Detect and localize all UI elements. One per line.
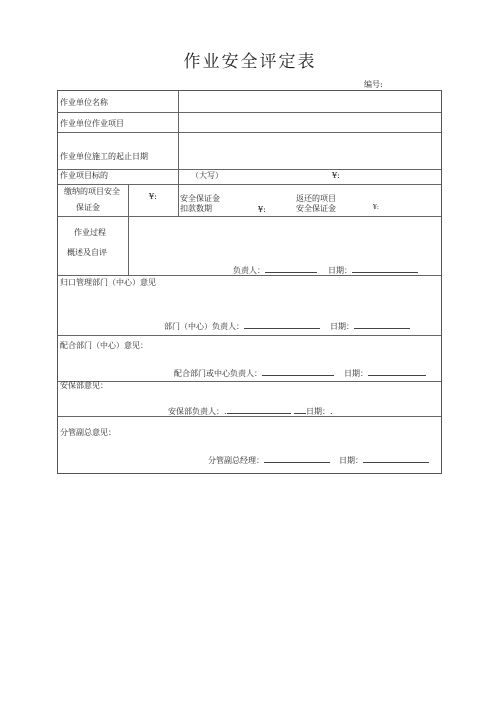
vp-date: 日期：: [339, 454, 429, 466]
deposit-paid-yen: ¥:: [149, 192, 157, 201]
process-label-line2: 概述及自评: [67, 248, 107, 257]
refund-yen: ¥:: [373, 204, 379, 211]
process-label-line1: 作业过程: [74, 228, 106, 237]
deposit-paid-label-line1: 缴纳的项目安全: [64, 187, 120, 196]
deduct-label-line1: 安全保证金: [180, 194, 220, 203]
bid-yen-label: ¥:: [332, 171, 340, 180]
process-date: 日期：: [328, 264, 418, 276]
assessment-form-table: [57, 90, 442, 474]
process-signature: 负责人：: [233, 264, 317, 276]
project-label: 作业单位作业项目: [60, 119, 124, 128]
deduct-yen: ¥:: [258, 205, 266, 214]
unit-name-label: 作业单位名称: [60, 98, 108, 107]
safety-date: 日期：.: [294, 405, 333, 417]
refund-label-line2: 安全保证金: [296, 204, 336, 213]
dept-opinion-title: 归口管理部门（中心）意见: [60, 278, 156, 287]
bid-label: 作业项目标的: [60, 171, 108, 180]
serial-number-label: 编号:: [364, 80, 383, 89]
refund-label-line1: 返还的项目: [296, 194, 336, 203]
dept-signature: 部门（中心）负责人：: [164, 320, 320, 332]
page-title: 作业安全评定表: [183, 52, 317, 72]
bid-capital-label: （大写）: [191, 171, 223, 180]
vp-signature: 分管副总经理：: [208, 454, 330, 466]
dept-date: 日期：: [330, 320, 410, 332]
vp-opinion-title: 分管副总意见：: [60, 428, 116, 437]
deduct-label-line2: 扣款数期: [180, 204, 212, 213]
coop-date: 日期：: [344, 367, 426, 379]
coop-opinion-title: 配合部门（中心）意见：: [60, 341, 148, 350]
safety-signature: 安保部负责人：.: [168, 405, 291, 417]
safety-opinion-title: 安保部意见：: [60, 381, 108, 390]
deposit-paid-label-line2: 保证金: [76, 203, 100, 212]
coop-signature: 配合部门或中心负责人：: [174, 367, 334, 379]
dates-label: 作业单位施工的起止日期: [60, 152, 148, 161]
